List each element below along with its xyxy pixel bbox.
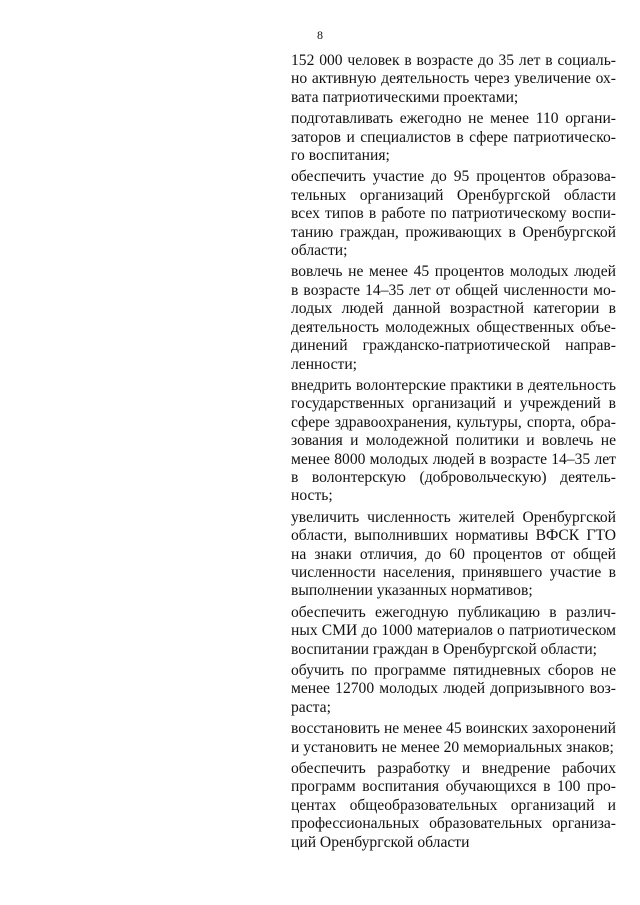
document-body [291, 52, 616, 855]
text-line: вата патриотическими проектами; [291, 88, 519, 106]
text-line: численности населения, принявшего участие в [291, 563, 616, 581]
text-line: зования и молодежной политики и вовлечь не [291, 432, 616, 450]
text-line: увеличить численность жителей Оренбургской [291, 508, 616, 526]
text-line: лодых людей данной возрастной категории в [291, 300, 616, 318]
text-line: выполнении указанных нормативов; [291, 582, 533, 600]
text-line: раста; [291, 698, 331, 716]
paragraph-3 [291, 168, 616, 260]
text-line: области, выполнивших нормативы ВФСК ГТО [291, 527, 616, 545]
text-line: сфере здравоохранения, культуры, спорта, обра- [291, 413, 616, 431]
paragraph-9 [291, 720, 616, 757]
text-line: обучить по программе пятидневных сборов не [291, 662, 616, 679]
paragraph-1 [291, 52, 616, 107]
text-line: обеспечить участие до 95 процентов образова- [291, 168, 616, 186]
text-line: го воспитания; [291, 147, 390, 165]
text-line: ность; [291, 487, 333, 505]
text-line: но активную деятельность через увеличение ох- [291, 70, 616, 88]
text-line: всех типов в работе по патриотическому воспи- [291, 205, 616, 223]
text-line: и установить не менее 20 мемориальных знаков; [291, 738, 614, 756]
text-line: обеспечить ежегодную публикацию в различ- [291, 603, 616, 621]
text-line: в возрасте 14–35 лет от общей численности мо- [291, 281, 616, 299]
text-line: ных СМИ до 1000 материалов о патриотическом [291, 622, 616, 640]
text-line: внедрить волонтерские практики в деятельность [291, 376, 616, 394]
text-line: на знаки отличия, до 60 процентов от общей [291, 545, 616, 563]
text-line: менее 12700 молодых людей допризывного воз- [291, 680, 616, 698]
text-line: вовлечь не менее 45 процентов молодых людей [291, 263, 616, 281]
paragraph-8 [291, 662, 616, 717]
text-line: профессиональных образовательных организа- [291, 815, 616, 833]
text-line: деятельность молодежных общественных объе- [291, 318, 616, 336]
text-line: воспитании граждан в Оренбургской области; [291, 640, 598, 658]
text-line: тельных организаций Оренбургской области [291, 186, 616, 204]
paragraph-4 [291, 263, 616, 373]
text-line: обеспечить разработку и внедрение рабочих [291, 760, 616, 778]
text-line: центах общеобразовательных организаций и [291, 796, 616, 814]
text-line: восстановить не менее 45 воинских захоронений [291, 720, 616, 738]
text-line: заторов и специалистов в сфере патриотическо- [291, 128, 616, 146]
text-line: в волонтерскую (добровольческую) деятель- [291, 468, 616, 486]
paragraph-7 [291, 604, 616, 659]
paragraph-2 [291, 110, 616, 165]
text-line: программ воспитания обучающихся в 100 про- [291, 778, 616, 796]
text-line: менее 8000 молодых людей в возрасте 14–35 лет [291, 450, 616, 468]
text-line: государственных организаций и учреждений в [291, 395, 616, 413]
text-line: динений гражданско-патриотической направ- [291, 337, 616, 355]
paragraph-10 [291, 760, 616, 852]
paragraph-5 [291, 377, 616, 506]
text-line: области; [291, 242, 348, 260]
text-line: танию граждан, проживающих в Оренбургской [291, 223, 616, 241]
page-number: 8 [317, 28, 323, 42]
text-line: подготавливать ежегодно не менее 110 органи- [291, 110, 616, 128]
text-line: ций Оренбургской области [291, 833, 470, 851]
text-line: 152 000 человек в возрасте до 35 лет в социаль- [291, 52, 616, 69]
text-line: ленности; [291, 355, 357, 373]
paragraph-6 [291, 509, 616, 601]
